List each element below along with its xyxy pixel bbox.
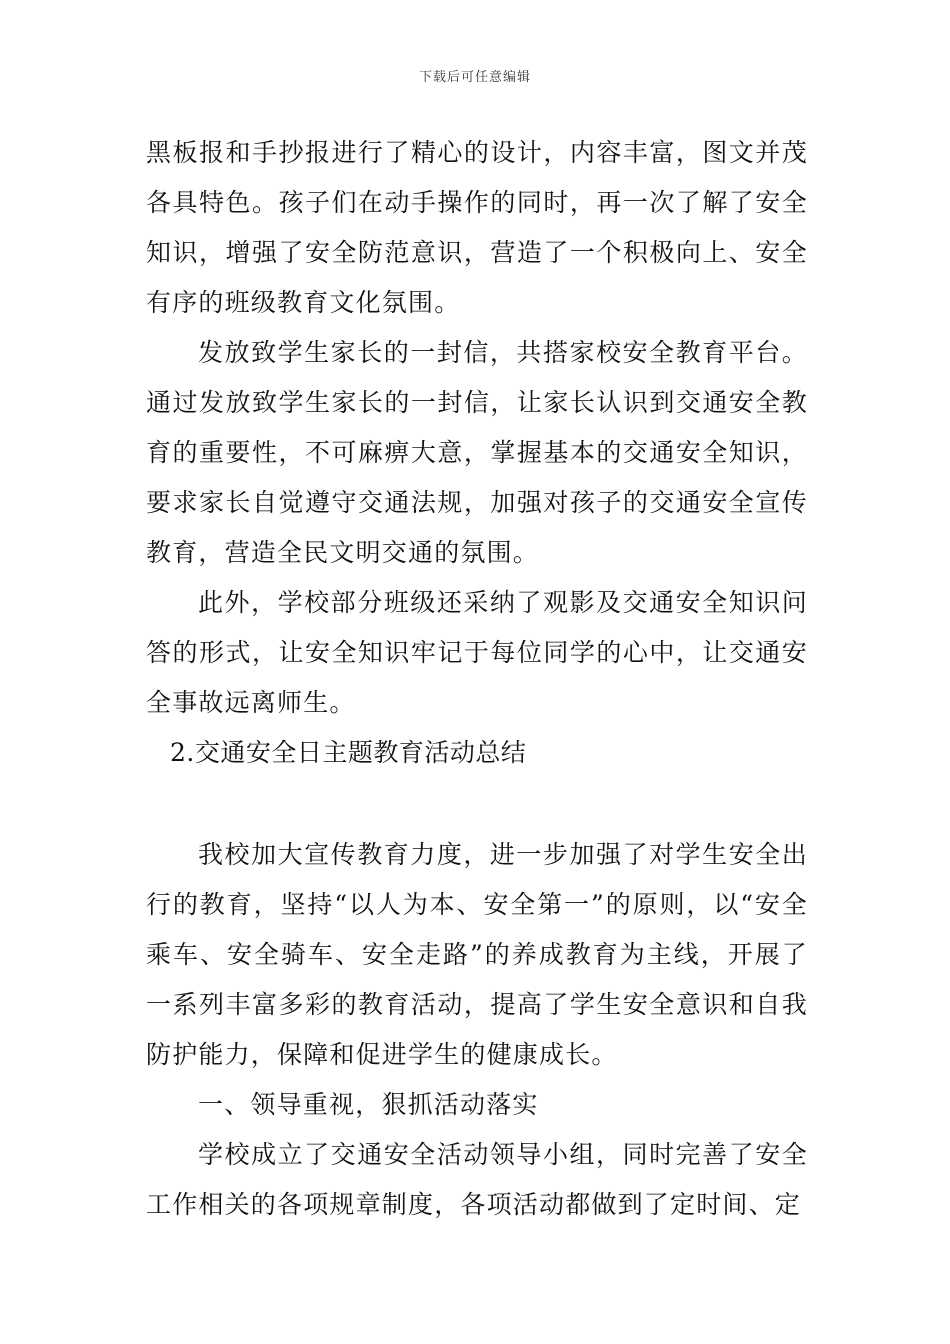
paragraph-leadership-group: 学校成立了交通安全活动领导小组，同时完善了安全工作相关的各项规章制度，各项活动都做到了定时间、定 xyxy=(146,1140,808,1219)
page-header: 下载后可任意编辑 xyxy=(418,70,531,85)
paragraph-blackboard-report: 黑板报和手抄报进行了精心的设计，内容丰富，图文并茂各具特色。孩子们在动手操作的同时，再一次了解了安全知识，增强了安全防范意识，营造了一个积极向上、安全有序的班级教育文化氛围。 xyxy=(146,138,808,317)
section-heading: 2.交通安全日主题教育活动总结 xyxy=(170,738,527,767)
paragraph-film-quiz: 此外，学校部分班级还采纳了观影及交通安全知识问答的形式，让安全知识牢记于每位同学的心中，让交通安全事故远离师生。 xyxy=(146,588,808,717)
paragraph-parent-letter: 发放致学生家长的一封信，共搭家校安全教育平台。通过发放致学生家长的一封信，让家长认识到交通安全教育的重要性，不可麻痹大意，掌握基本的交通安全知识，要求家长自觉遵守交通法规，加强对孩子的交通安全宣传教育，营造全民文明交通的氛围。 xyxy=(146,338,808,567)
paragraph-school-education: 我校加大宣传教育力度，进一步加强了对学生安全出行的教育，坚持“以人为本、安全第一”的原则，以“安全乘车、安全骑车、安全走路”的养成教育为主线，开展了一系列丰富多彩的教育活动，提高了学生安全意识和自我防护能力，保障和促进学生的健康成长。 xyxy=(146,840,808,1069)
document-body xyxy=(146,128,808,1230)
subheading-leadership: 一、领导重视，狠抓活动落实 xyxy=(198,1090,539,1119)
blank-line xyxy=(146,778,808,830)
